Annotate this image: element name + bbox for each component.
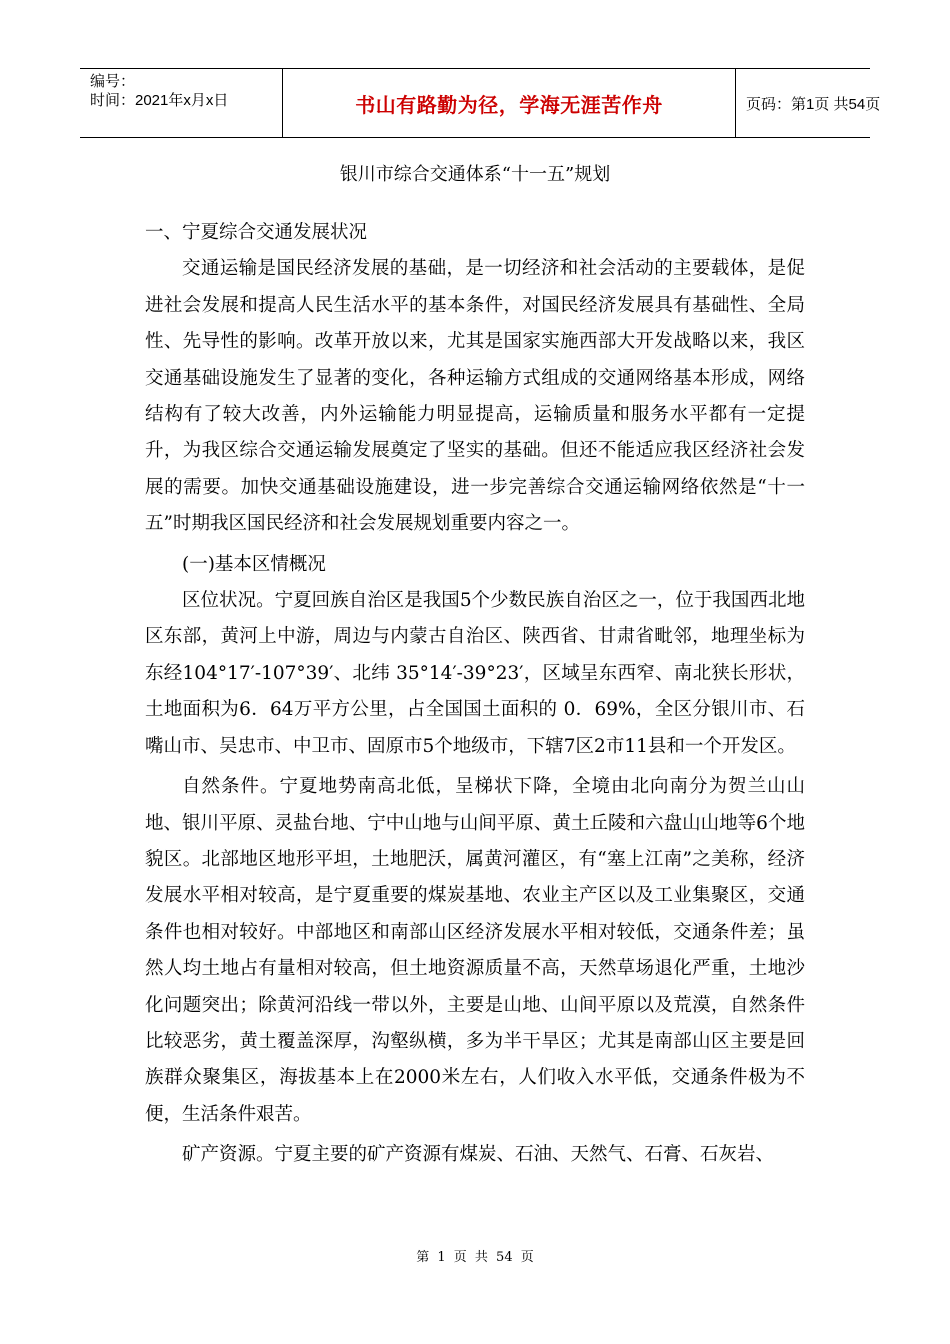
document-date: 时间：2021年x月x日 [90, 92, 229, 109]
document-body [145, 215, 805, 1174]
page-header [80, 68, 881, 138]
subsection-heading: (一)基本区情概况 [182, 553, 326, 575]
motto-text: 书山有路勤为径，学海无涯苦作舟 [355, 92, 663, 117]
body-paragraph: 自然条件。宁夏地势南高北低，呈梯状下降，全境由北向南分为贺兰山山地、银川平原、灵盐台地、宁中山地与山间平原、黄土丘陵和六盘山山地等6个地貌区。北部地区地形平坦，土地肥沃，属黄河灌区，有“塞上江南”之美称，经济发展水平相对较高，是宁夏重要的煤炭基地、农业主产区以及工业集聚区，交通条件也相对较好。中部地区和南部山区经济发展水平相对较低，交通条件差；虽然人均土地占有量相对较高，但土地资源质量不高，天然草场退化严重，土地沙化问题突出；除黄河沿线一带以外，主要是山地、山间平原以及荒漠，自然条件比较恶劣，黄土覆盖深厚，沟壑纵横，多为半干旱区；尤其是南部山区主要是回族群众聚集区，海拔基本上在2000米左右，人们收入水平低，交通条件极为不便，生活条件艰苦。 [145, 776, 805, 1125]
document-number-label: 编号： [90, 73, 136, 90]
document-title: 银川市综合交通体系“十一五”规划 [339, 164, 611, 185]
header-info-cell [80, 69, 283, 137]
header-motto-cell [283, 69, 736, 137]
page-footer: 第 1 页 共 54 页 [416, 1250, 534, 1265]
section-heading: 一、宁夏综合交通发展状况 [145, 222, 368, 243]
body-paragraph: 区位状况。宁夏回族自治区是我国5个少数民族自治区之一，位于我国西北地区东部，黄河上中游，周边与内蒙古自治区、陕西省、甘肃省毗邻，地理坐标为东经104°17′-107°39′、北纬 35°14′-39°23′，区域呈东西窄、南北狭长形状，土地面积为6．64万平方公里，占全国国土面积的 0．69%，全区分银川市、石嘴山市、吴忠市、中卫市、固原市5个地级市，下辖7区2市11县和一个开发区。 [145, 590, 805, 757]
body-paragraph: 矿产资源。宁夏主要的矿产资源有煤炭、石油、天然气、石膏、石灰岩、 [182, 1144, 775, 1166]
body-paragraph: 交通运输是国民经济发展的基础，是一切经济和社会活动的主要载体，是促进社会发展和提高人民生活水平的基本条件，对国民经济发展具有基础性、全局性、先导性的影响。改革开放以来，尤其是国家实施西部大开发战略以来，我区交通基础设施发生了显著的变化，各种运输方式组成的交通网络基本形成，网络结构有了较大改善，内外运输能力明显提高，运输质量和服务水平都有一定提升，为我区综合交通运输发展奠定了坚实的基础。但还不能适应我区经济社会发展的需要。加快交通基础设施建设，进一步完善综合交通运输网络依然是“十一五”时期我区国民经济和社会发展规划重要内容之一。 [145, 258, 805, 535]
header-page-info: 页码：第1页 共54页 [746, 95, 881, 113]
